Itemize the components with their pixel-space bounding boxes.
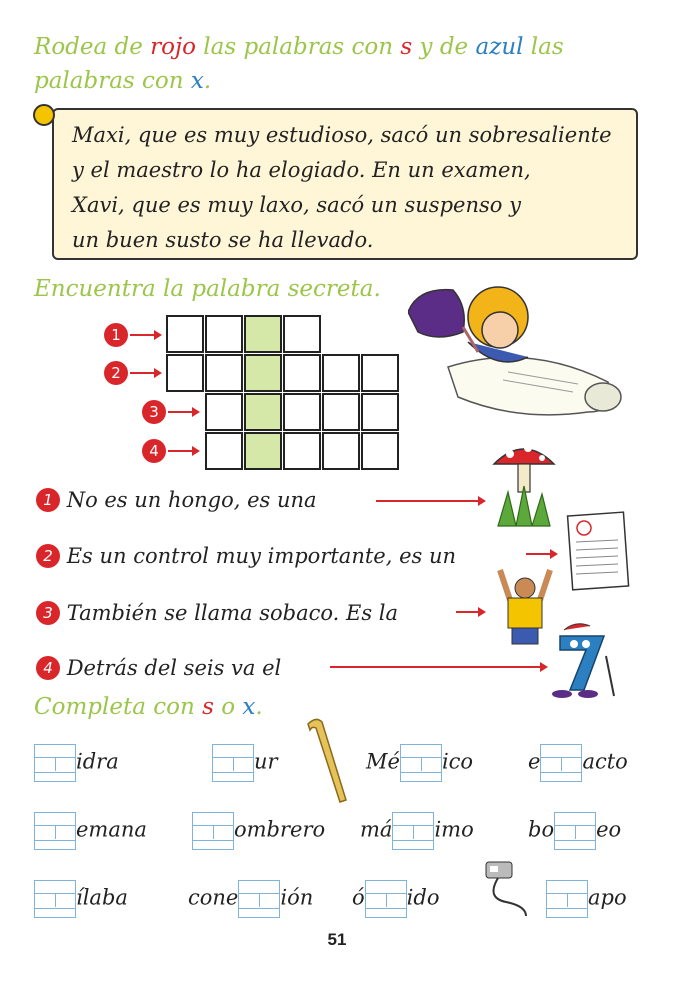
letter-box[interactable] [34,880,76,918]
crossword-cell[interactable] [361,432,399,470]
clue-arrow [376,500,480,502]
row-arrow [168,450,194,452]
letter-box[interactable] [546,880,588,918]
instr3-text: . [255,694,263,720]
passage-line: Xavi, que es muy laxo, sacó un suspenso y [72,193,521,217]
clue-number-badge: 2 [36,544,60,568]
clue-arrow [330,666,542,668]
page-number: 51 [327,930,347,949]
clue-arrow [526,553,552,555]
crossword-secret-cell[interactable] [244,354,282,392]
word-suffix: emana [76,817,147,842]
passage-line: Maxi, que es muy estudioso, sacó un sobresaliente [72,123,612,147]
word-prefix: bo [528,817,555,842]
crossword-cell[interactable] [205,315,243,353]
clue-2 [36,540,456,570]
letter-box[interactable] [554,812,596,850]
crowbar-illustration [302,714,352,806]
letter-box[interactable] [212,744,254,782]
row-number-badge: 1 [104,323,128,347]
crossword-cell[interactable] [283,393,321,431]
crossword-cell[interactable] [322,393,360,431]
word-suffix: acto [582,749,628,774]
crossword-cell[interactable] [205,432,243,470]
passage-line: y el maestro lo ha elogiado. En un examen, [72,158,531,182]
word-suffix: ico [441,749,474,774]
fill-in-word [528,812,621,850]
crossword-cell[interactable] [322,354,360,392]
instruction-circle-words [34,30,644,98]
clue-text: También se llama sobaco. Es la [66,600,399,625]
clue-number-badge: 4 [36,656,60,680]
arrow-head-icon [154,368,162,378]
instr3-text: o [213,694,243,720]
passage-text [72,118,632,258]
word-suffix: eo [596,817,622,842]
mushroom-plant-illustration [488,436,560,528]
instr1-letter-s: s [400,34,413,60]
arrow-head-icon [192,446,200,456]
instruction-complete [34,694,263,720]
instr1-red-word: rojo [150,34,196,60]
arrow-head-icon [550,549,558,559]
letter-box[interactable] [238,880,280,918]
row-number-badge: 2 [104,361,128,385]
instr1-text: . [203,68,212,94]
word-suffix: ido [406,885,440,910]
clue-arrow [456,611,480,613]
instr1-text: las palabras con [34,34,564,94]
word-prefix: cone [188,885,239,910]
fill-in-word [34,812,147,850]
passage-line: un buen susto se ha llevado. [72,228,374,252]
instr1-text: las palabras con [196,34,401,60]
letter-box[interactable] [540,744,582,782]
number-seven-character-illustration [546,616,620,702]
word-suffix: ílaba [76,885,128,910]
crossword-cell[interactable] [205,354,243,392]
word-suffix: imo [434,817,474,842]
row-number-badge: 4 [142,439,166,463]
word-suffix: ombrero [234,817,326,842]
crossword-cell[interactable] [166,354,204,392]
word-prefix: Mé [366,749,400,774]
word-prefix: ó [352,885,365,910]
crossword-cell[interactable] [361,354,399,392]
arrow-head-icon [478,607,486,617]
letter-box[interactable] [192,812,234,850]
arrow-head-icon [478,496,486,506]
arrow-head-icon [154,330,162,340]
crossword-cell[interactable] [283,354,321,392]
letter-box[interactable] [392,812,434,850]
crossword-cell[interactable] [283,432,321,470]
fill-in-word [34,744,119,782]
row-arrow [130,334,156,336]
fill-in-word [546,880,627,918]
row-arrow [168,411,194,413]
connector-cable-illustration [456,858,536,918]
crossword-cell[interactable] [322,432,360,470]
clue-3 [36,597,398,627]
child-writing-illustration [408,272,628,422]
instr3-letter-x: x [242,694,256,720]
letter-box[interactable] [34,812,76,850]
word-suffix: idra [76,749,119,774]
row-number-badge: 3 [142,400,166,424]
crossword-cell[interactable] [361,393,399,431]
crossword-cell[interactable] [166,315,204,353]
panel-pin-icon [33,104,55,126]
crossword-cell[interactable] [283,315,321,353]
clue-text: Detrás del seis va el [66,655,282,680]
clue-text: Es un control muy importante, es un [66,543,456,568]
fill-in-word [192,812,325,850]
clue-1 [36,484,317,514]
word-prefix: e [528,749,541,774]
instr1-text: Rodea de [34,34,151,60]
fill-in-word [352,880,439,918]
letter-box[interactable] [365,880,407,918]
word-prefix: má [360,817,393,842]
instr1-blue-word: azul [475,34,524,60]
word-suffix: ión [280,885,314,910]
clue-text: No es un hongo, es una [66,487,317,512]
crossword-secret-cell[interactable] [244,393,282,431]
clue-number-badge: 3 [36,601,60,625]
instr1-letter-x: x [190,68,204,94]
row-arrow [130,372,156,374]
fill-in-word [360,812,474,850]
crossword-cell[interactable] [205,393,243,431]
fill-in-word [212,744,278,782]
clue-number-badge: 1 [36,488,60,512]
word-suffix: apo [588,885,627,910]
instr3-letter-s: s [202,694,214,720]
instr3-text: Completa con [34,694,203,720]
arrow-head-icon [192,407,200,417]
fill-in-word [34,880,128,918]
fill-in-word [528,744,628,782]
crossword-secret-cell[interactable] [244,432,282,470]
instruction-secret-word: Encuentra la palabra secreta. [34,276,381,302]
clue-4 [36,652,281,682]
letter-box[interactable] [400,744,442,782]
crossword-secret-cell[interactable] [244,315,282,353]
fill-in-word [188,880,313,918]
letter-box[interactable] [34,744,76,782]
word-suffix: ur [254,749,278,774]
exam-paper-illustration [566,510,632,592]
instr1-text: y de [412,34,476,60]
fill-in-word [366,744,473,782]
